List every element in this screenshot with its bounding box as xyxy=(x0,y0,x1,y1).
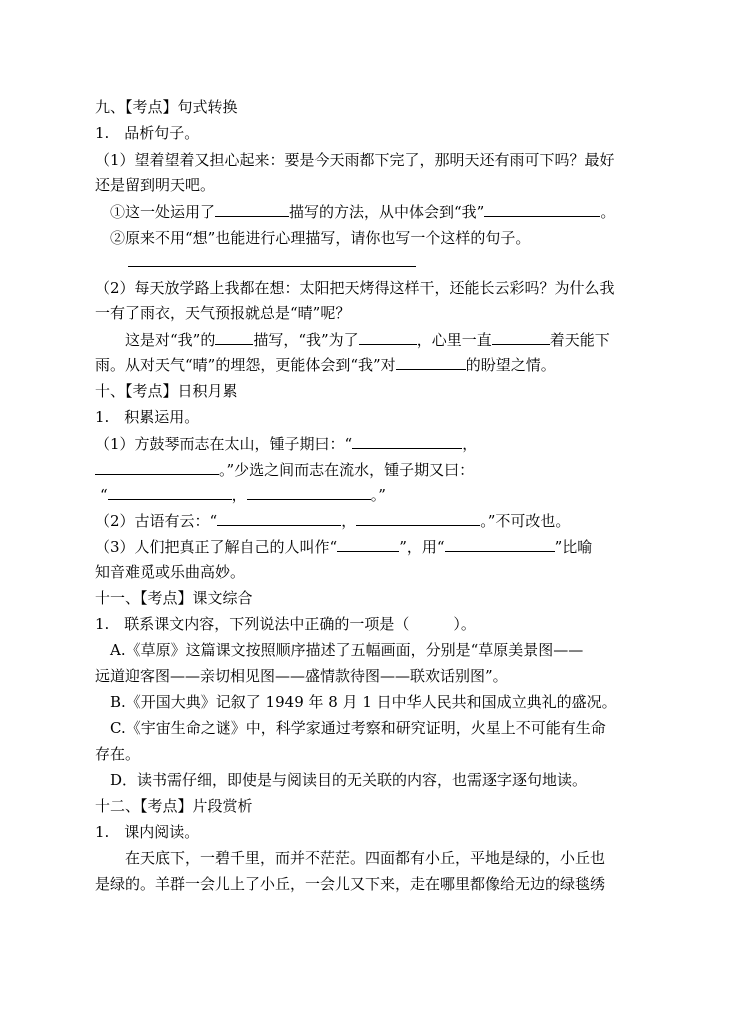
answer-blank[interactable] xyxy=(359,330,417,345)
text-segment: ， xyxy=(341,512,357,530)
text-segment: ，心里一直 xyxy=(416,331,492,349)
question-title: 1. 品析句子。 xyxy=(95,124,200,142)
answer-blank[interactable] xyxy=(95,460,219,475)
answer-blank[interactable] xyxy=(445,537,555,552)
text-segment: ）。 xyxy=(453,615,476,633)
text-segment: “ xyxy=(100,486,108,504)
answer-line[interactable] xyxy=(128,252,416,267)
answer-blank[interactable] xyxy=(215,330,253,345)
text-segment: 。”少选之间而志在流水，锺子期又曰： xyxy=(219,461,475,479)
answer-blank[interactable] xyxy=(247,485,371,500)
text-segment: ， xyxy=(231,486,247,504)
text-segment: 。”不可改也。 xyxy=(480,512,571,530)
reading-paragraph-line: 是绿的。羊群一会儿上了小丘，一会儿又下来，走在哪里都像给无边的绿毯绣 xyxy=(95,875,606,893)
answer-blank[interactable] xyxy=(484,202,600,217)
section-12-heading: 十二、【考点】片段赏析 xyxy=(95,797,253,815)
option-a[interactable]: A.《草原》这篇课文按照顺序描述了五幅画面，分别是“草原美景图—— xyxy=(110,641,584,659)
text-segment: 1. 联系课文内容，下列说法中正确的一项是（ xyxy=(95,615,410,633)
answer-blank[interactable] xyxy=(217,511,341,526)
sub-question-2: ②原来不用“想”也能进行心理描写，请你也写一个这样的句子。 xyxy=(110,229,531,247)
section-11-heading: 十一、【考点】课文综合 xyxy=(95,589,253,607)
text-segment: （3）人们把真正了解自己的人叫作“ xyxy=(95,538,338,556)
answer-blank[interactable] xyxy=(396,355,466,370)
fill-in-line xyxy=(95,537,592,557)
fill-in-line xyxy=(95,355,556,375)
paragraph-line: （1）望着望着又担心起来：要是今天雨都下完了，那明天还有雨可下吗？最好 xyxy=(95,151,615,169)
text-segment: 描写的方法，从中体会到“我” xyxy=(289,203,485,221)
option-c[interactable]: C.《宇宙生命之谜》中，科学家通过考察和研究证明，火星上不可能有生命 xyxy=(110,719,606,737)
text-segment: 这是对“我”的 xyxy=(125,331,216,349)
text-segment: 。” xyxy=(370,486,386,504)
section-10-heading: 十、【考点】日积月累 xyxy=(95,382,238,400)
sub-question-1 xyxy=(110,202,615,222)
answer-blank[interactable] xyxy=(492,330,550,345)
fill-in-line xyxy=(95,434,477,454)
option-b[interactable]: B.《开国大典》记叙了 1949 年 8 月 1 日中华人民共和国成立典礼的盛况。 xyxy=(110,693,617,711)
text-segment: ”，用“ xyxy=(399,538,445,556)
option-c-continued: 存在。 xyxy=(95,745,141,763)
question-line xyxy=(95,614,476,634)
text-segment: 。 xyxy=(600,203,616,221)
paragraph-line: 知音难觅或乐曲高妙。 xyxy=(95,563,246,581)
question-title: 1. 积累运用。 xyxy=(95,408,200,426)
question-title: 1. 课内阅读。 xyxy=(95,823,200,841)
text-segment: （2）古语有云：“ xyxy=(95,512,218,530)
text-segment: 描写，“我”为了 xyxy=(253,331,359,349)
answer-blank[interactable] xyxy=(337,537,399,552)
fill-in-line xyxy=(100,485,386,505)
answer-blank[interactable] xyxy=(108,485,232,500)
text-segment: ”比喻 xyxy=(554,538,593,556)
option-a-continued: 远道迎客图——亲切相见图——盛情款待图——联欢话别图”。 xyxy=(95,667,508,685)
text-segment: （1）方鼓琴而志在太山，锺子期曰：“ xyxy=(95,435,353,453)
answer-blank[interactable] xyxy=(215,202,289,217)
fill-in-line xyxy=(125,330,610,350)
text-segment: 着天能下 xyxy=(549,331,610,349)
section-9-heading: 九、【考点】句式转换 xyxy=(95,98,238,116)
paragraph-line: 还是留到明天吧。 xyxy=(95,176,216,194)
text-segment: ， xyxy=(462,435,478,453)
reading-paragraph-line: 在天底下，一碧千里，而并不茫茫。四面都有小丘，平地是绿的，小丘也 xyxy=(125,849,606,867)
fill-in-line xyxy=(95,460,474,480)
answer-blank[interactable] xyxy=(356,511,480,526)
text-segment: 的盼望之情。 xyxy=(465,356,556,374)
fill-in-line xyxy=(95,511,570,531)
answer-blank[interactable] xyxy=(352,434,462,449)
option-d[interactable]: D．读书需仔细，即使是与阅读目的无关联的内容，也需逐字逐句地读。 xyxy=(110,771,588,789)
paragraph-line: 一有了雨衣，天气预报就总是“晴”呢？ xyxy=(95,304,351,322)
paragraph-line: （2）每天放学路上我都在想：太阳把天烤得这样干，还能长云彩吗？为什么我 xyxy=(95,279,615,297)
text-segment: 雨。从对天气“晴”的埋怨，更能体会到“我”对 xyxy=(95,356,396,374)
text-segment: ①这一处运用了 xyxy=(110,203,216,221)
